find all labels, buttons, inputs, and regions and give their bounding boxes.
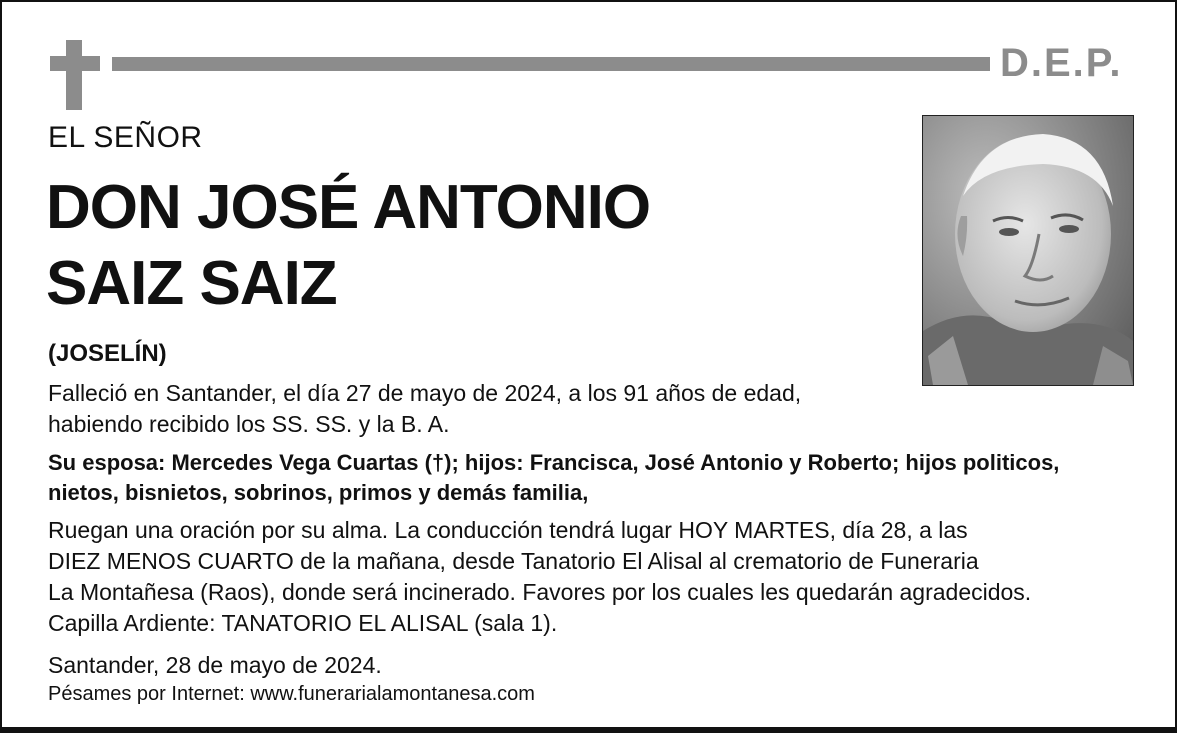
text-line: DIEZ MENOS CUARTO de la mañana, desde Tanatorio El Alisal al crematorio de Funeraria	[48, 548, 979, 574]
header-rule	[112, 57, 990, 71]
text-line: Ruegan una oración por su alma. La conducción tendrá lugar HOY MARTES, día 28, a las	[48, 517, 968, 543]
name-line: DON JOSÉ ANTONIO	[46, 173, 651, 242]
text-line: Falleció en Santander, el día 27 de mayo de 2024, a los 91 años de edad,	[48, 380, 802, 406]
death-notice	[48, 378, 868, 440]
condolences-link: Pésames por Internet: www.funerarialamontanesa.com	[48, 683, 535, 705]
text-line: Su esposa: Mercedes Vega Cuartas (†); hijos: Francisca, José Antonio y Roberto; hijos politicos,	[48, 450, 1060, 475]
cross-icon-bar	[50, 56, 100, 71]
ceremony-details	[48, 515, 1168, 639]
name-line: SAIZ SAIZ	[46, 249, 337, 318]
text-line: nietos, bisnietos, sobrinos, primos y demás familia,	[48, 480, 589, 505]
nickname: (JOSELÍN)	[48, 340, 167, 367]
city-date: Santander, 28 de mayo de 2024.	[48, 652, 382, 678]
deceased-name	[46, 170, 650, 322]
cross-icon	[66, 40, 82, 110]
honorific: EL SEÑOR	[48, 121, 203, 154]
portrait-photo	[922, 115, 1134, 386]
text-line: La Montañesa (Raos), donde será incinerado. Favores por los cuales les quedarán agradecidos.	[48, 579, 1032, 605]
family-list	[48, 448, 1148, 508]
text-line: habiendo recibido los SS. SS. y la B. A.	[48, 411, 450, 437]
text-line: Capilla Ardiente: TANATORIO EL ALISAL (sala 1).	[48, 610, 558, 636]
portrait-image	[923, 116, 1133, 385]
dep-label: D.E.P.	[1000, 41, 1123, 85]
